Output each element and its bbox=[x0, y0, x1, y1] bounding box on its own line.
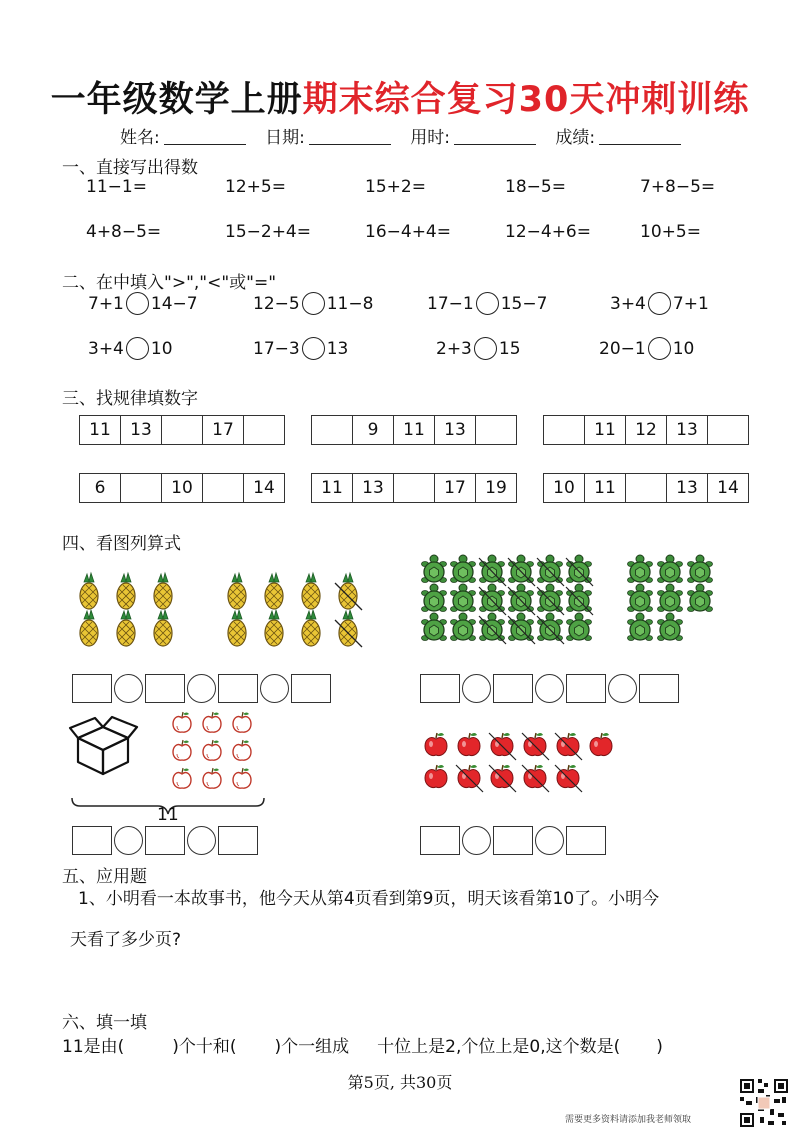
seq-cell: 11 bbox=[585, 416, 626, 445]
operator-circle[interactable] bbox=[462, 674, 491, 703]
problem: 12−4+6= bbox=[505, 222, 591, 242]
problem: 4+8−5= bbox=[86, 222, 162, 242]
section-6-title: 六、填一填 bbox=[62, 1013, 147, 1033]
answer-box[interactable] bbox=[145, 674, 185, 703]
fill-in-line bbox=[62, 1032, 663, 1057]
fill-text: )个十和( bbox=[172, 1037, 237, 1057]
compare-item: 7+1 14−7 bbox=[88, 293, 198, 314]
page-number: 第5页, 共30页 bbox=[347, 1073, 453, 1092]
seq-cell: 12 bbox=[626, 416, 667, 445]
pineapple-icon bbox=[80, 573, 172, 646]
seq-cell[interactable] bbox=[244, 416, 285, 445]
seq-cell[interactable] bbox=[312, 416, 353, 445]
sequence-table bbox=[543, 415, 749, 445]
problem: 16−4+4= bbox=[365, 222, 451, 242]
answer-box[interactable] bbox=[493, 674, 533, 703]
seq-cell[interactable] bbox=[162, 416, 203, 445]
answer-box[interactable] bbox=[493, 826, 533, 855]
date-label: 日期: bbox=[265, 128, 305, 148]
operator-circle[interactable] bbox=[260, 674, 289, 703]
seq-cell: 13 bbox=[353, 474, 394, 503]
seq-cell: 19 bbox=[476, 474, 517, 503]
answer-box[interactable] bbox=[639, 674, 679, 703]
compare-circle[interactable] bbox=[476, 292, 499, 315]
compare-item: 17−3 13 bbox=[253, 338, 349, 359]
score-label: 成绩: bbox=[555, 128, 596, 148]
problem: 11−1= bbox=[86, 177, 147, 197]
compare-item: 2+3 15 bbox=[436, 338, 521, 359]
word-problem-line-1: 1、小明看一本故事书，他今天从第4页看到第9页，明天该看第10了。小明今 bbox=[78, 889, 660, 909]
turtle-icon bbox=[628, 555, 713, 641]
compare-circle[interactable] bbox=[648, 337, 671, 360]
time-label: 用时: bbox=[410, 128, 451, 148]
apple-outline-icon bbox=[173, 712, 251, 788]
brace-label: 11 bbox=[157, 805, 179, 825]
answer-box[interactable] bbox=[420, 674, 460, 703]
fill-text: ) bbox=[656, 1037, 663, 1057]
seq-cell: 9 bbox=[353, 416, 394, 445]
word-problem-line-2: 天看了多少页? bbox=[70, 930, 182, 950]
title-red: 期末综合复习30天冲刺训练 bbox=[302, 80, 750, 120]
section-2-title: 二、在中填入">","<"或"=" bbox=[62, 273, 277, 293]
compare-circle[interactable] bbox=[474, 337, 497, 360]
operator-circle[interactable] bbox=[187, 826, 216, 855]
seq-cell: 13 bbox=[667, 474, 708, 503]
seq-cell[interactable] bbox=[626, 474, 667, 503]
seq-cell: 17 bbox=[435, 474, 476, 503]
seq-cell: 13 bbox=[435, 416, 476, 445]
problem: 15−2+4= bbox=[225, 222, 311, 242]
date-blank[interactable] bbox=[309, 129, 391, 145]
operator-circle[interactable] bbox=[462, 826, 491, 855]
name-blank[interactable] bbox=[164, 129, 246, 145]
seq-cell: 11 bbox=[585, 474, 626, 503]
answer-box[interactable] bbox=[566, 826, 606, 855]
time-blank[interactable] bbox=[454, 129, 536, 145]
equation-row bbox=[420, 674, 679, 703]
answer-box[interactable] bbox=[218, 826, 258, 855]
turtle-icon bbox=[422, 555, 594, 644]
seq-cell[interactable] bbox=[394, 474, 435, 503]
fill-text: 十位上是2,个位上是0,这个数是( bbox=[377, 1037, 621, 1057]
sequence-table bbox=[79, 473, 285, 503]
fill-text: )个一组成 bbox=[274, 1037, 350, 1057]
compare-circle[interactable] bbox=[302, 292, 325, 315]
compare-circle[interactable] bbox=[648, 292, 671, 315]
problem: 15+2= bbox=[365, 177, 426, 197]
page-title bbox=[0, 72, 800, 122]
section-1-title: 一、直接写出得数 bbox=[62, 158, 198, 178]
problem: 18−5= bbox=[505, 177, 566, 197]
compare-item: 3+4 7+1 bbox=[610, 293, 709, 314]
operator-circle[interactable] bbox=[114, 826, 143, 855]
sequence-table bbox=[311, 473, 517, 503]
compare-item: 12−5 11−8 bbox=[253, 293, 374, 314]
sequence-table bbox=[311, 415, 517, 445]
seq-cell[interactable] bbox=[544, 416, 585, 445]
answer-box[interactable] bbox=[72, 674, 112, 703]
answer-box[interactable] bbox=[420, 826, 460, 855]
compare-item: 20−1 10 bbox=[599, 338, 695, 359]
section-5-title: 五、应用题 bbox=[62, 867, 147, 887]
seq-cell: 6 bbox=[80, 474, 121, 503]
sequence-table bbox=[79, 415, 285, 445]
seq-cell[interactable] bbox=[476, 416, 517, 445]
operator-circle[interactable] bbox=[608, 674, 637, 703]
equation-row bbox=[72, 674, 331, 703]
name-label: 姓名: bbox=[120, 128, 160, 148]
answer-box[interactable] bbox=[72, 826, 112, 855]
compare-item: 17−1 15−7 bbox=[427, 293, 548, 314]
student-info-line bbox=[120, 123, 695, 148]
seq-cell[interactable] bbox=[121, 474, 162, 503]
problem: 10+5= bbox=[640, 222, 701, 242]
operator-circle[interactable] bbox=[187, 674, 216, 703]
seq-cell: 13 bbox=[121, 416, 162, 445]
compare-circle[interactable] bbox=[126, 337, 149, 360]
seq-cell: 11 bbox=[394, 416, 435, 445]
equation-row bbox=[72, 826, 258, 855]
seq-cell: 10 bbox=[544, 474, 585, 503]
answer-box[interactable] bbox=[218, 674, 258, 703]
seq-cell: 17 bbox=[203, 416, 244, 445]
answer-box[interactable] bbox=[145, 826, 185, 855]
seq-cell: 13 bbox=[667, 416, 708, 445]
operator-circle[interactable] bbox=[114, 674, 143, 703]
operator-circle[interactable] bbox=[535, 674, 564, 703]
sequence-table bbox=[543, 473, 749, 503]
compare-circle[interactable] bbox=[126, 292, 149, 315]
seq-cell: 11 bbox=[80, 416, 121, 445]
operator-circle[interactable] bbox=[535, 826, 564, 855]
pineapple-icon bbox=[228, 573, 362, 647]
footer-tip: 需要更多资料请添加我老师领取 bbox=[565, 1115, 692, 1125]
score-blank[interactable] bbox=[599, 129, 681, 145]
box-icon bbox=[70, 717, 137, 774]
equation-row bbox=[420, 826, 606, 855]
answer-box[interactable] bbox=[566, 674, 606, 703]
apple-icon bbox=[425, 733, 612, 792]
problem: 7+8−5= bbox=[640, 177, 716, 197]
qr-code-icon bbox=[738, 1077, 790, 1129]
seq-cell[interactable] bbox=[708, 416, 749, 445]
seq-cell: 14 bbox=[708, 474, 749, 503]
seq-cell[interactable] bbox=[203, 474, 244, 503]
problem: 12+5= bbox=[225, 177, 286, 197]
section-3-title: 三、找规律填数字 bbox=[62, 389, 198, 409]
title-black: 一年级数学上册 bbox=[50, 80, 303, 120]
seq-cell: 10 bbox=[162, 474, 203, 503]
seq-cell: 11 bbox=[312, 474, 353, 503]
seq-cell: 14 bbox=[244, 474, 285, 503]
compare-circle[interactable] bbox=[302, 337, 325, 360]
fill-text: 11是由( bbox=[62, 1037, 125, 1057]
compare-item: 3+4 10 bbox=[88, 338, 173, 359]
section-4-title: 四、看图列算式 bbox=[62, 534, 181, 554]
answer-box[interactable] bbox=[291, 674, 331, 703]
